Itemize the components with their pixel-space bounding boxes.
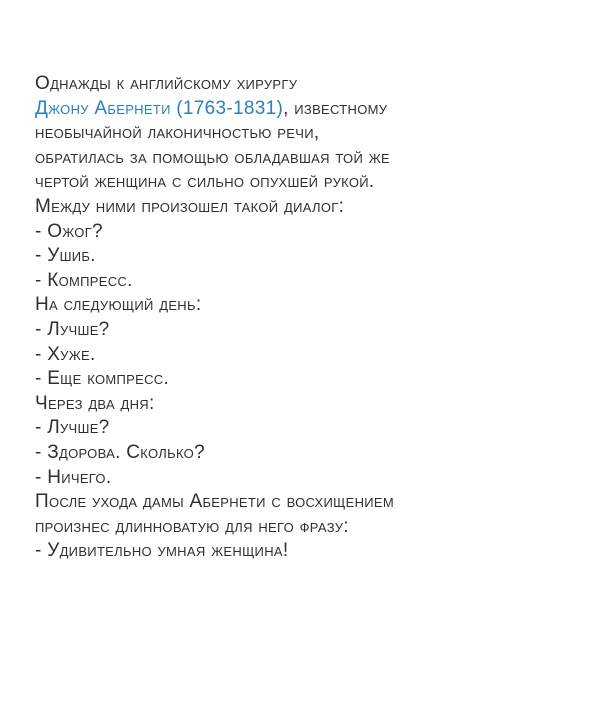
story-line: необычайной лаконичностью речи, <box>35 122 320 144</box>
dialog-line: - Хуже. <box>35 343 96 365</box>
story-line: произнес длинноватую для него фразу: <box>35 515 349 537</box>
story-line: чертой женщина с сильно опухшей рукой. <box>35 171 375 193</box>
dialog-line: - Лучше? <box>35 417 110 439</box>
dialog-line: - Здорова. Сколько? <box>35 441 205 463</box>
story-line: Между ними произошел такой диалог: <box>35 195 345 217</box>
story-line: Через два дня: <box>35 392 155 414</box>
dialog-line: - Ожог? <box>35 220 103 242</box>
dialog-line: - Ушиб. <box>35 245 96 267</box>
surgeon-name-link[interactable]: Джону Абернети (1763-1831) <box>35 97 284 119</box>
dialog-line: - Ничего. <box>35 466 112 488</box>
dialog-line: - Лучше? <box>35 318 110 340</box>
story-line: Однажды к английскому хирургу <box>35 73 298 94</box>
story-line: обратилась за помощью обладавшая той же <box>35 146 390 168</box>
story-text <box>35 72 580 564</box>
dialog-line: - Компресс. <box>35 269 133 291</box>
story-line-rest: , известному <box>283 97 388 119</box>
story-line <box>35 97 580 122</box>
dialog-line: - Удивительно умная женщина! <box>35 540 289 562</box>
story-line: На следующий день: <box>35 294 202 316</box>
dialog-line: - Еще компресс. <box>35 368 170 390</box>
story-line: После ухода дамы Абернети с восхищением <box>35 491 395 513</box>
